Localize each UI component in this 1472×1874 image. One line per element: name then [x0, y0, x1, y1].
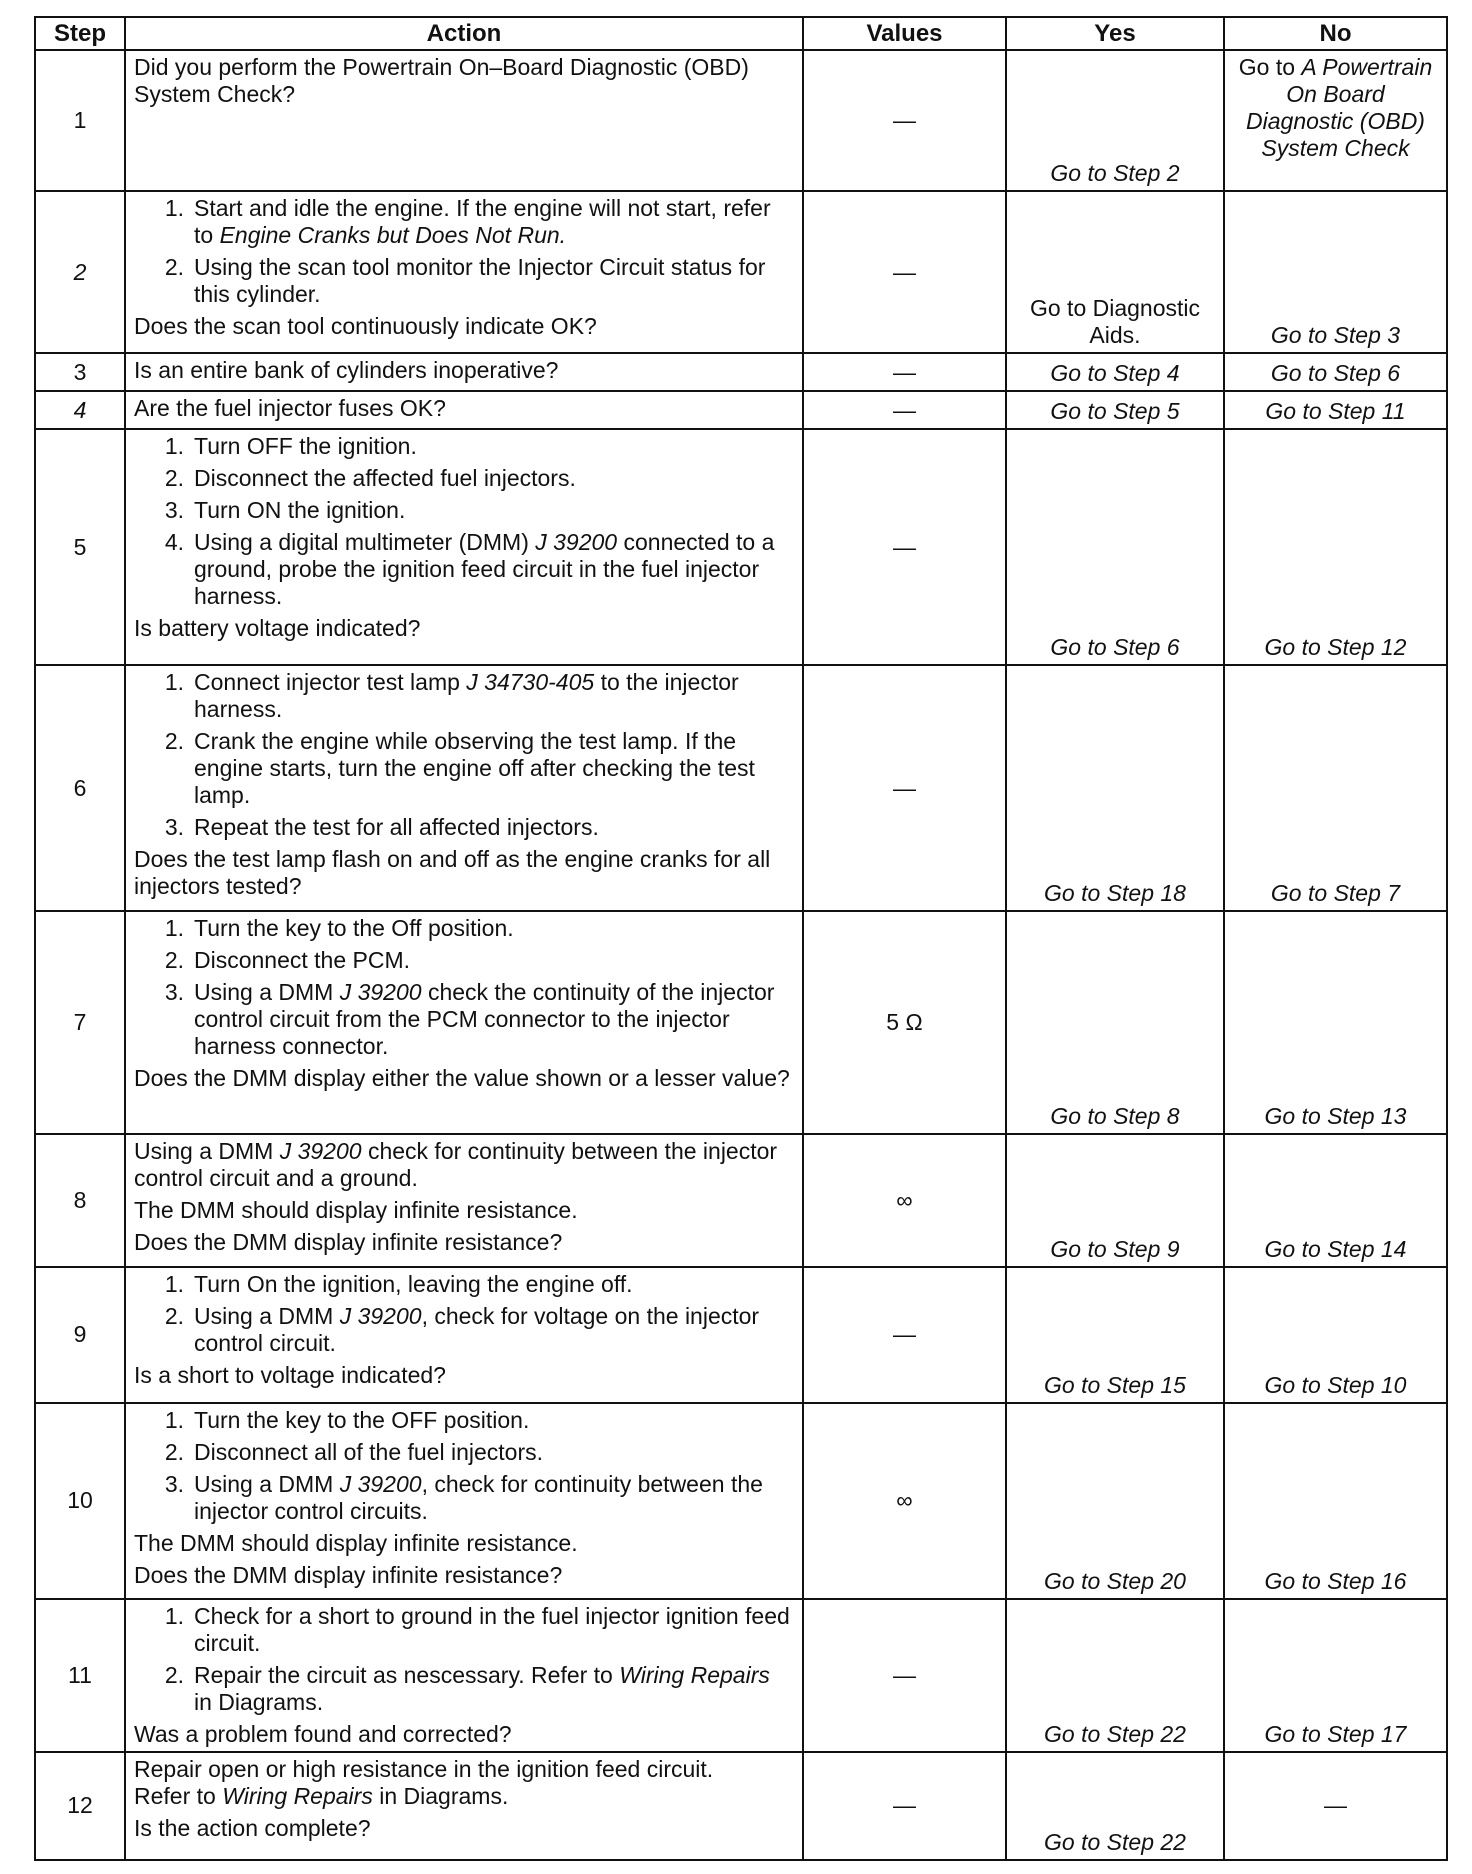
table-row: [35, 391, 1447, 429]
value-cell: —: [803, 191, 1006, 353]
value-cell: —: [803, 1599, 1006, 1752]
action-cell: [125, 1752, 803, 1860]
action-question: Does the DMM display either the value shown or a lesser value?: [134, 1065, 790, 1092]
no-cell: Go to Step 3: [1224, 191, 1447, 353]
list-item: 2. Using the scan tool monitor the Injector Circuit status for this cylinder.: [164, 254, 766, 308]
no-cell: Go to Step 6: [1224, 353, 1447, 391]
action-question: Is battery voltage indicated?: [134, 615, 421, 642]
step-number: 12: [35, 1752, 125, 1860]
action-list: [134, 195, 794, 308]
no-cell: Go to Step 13: [1224, 911, 1447, 1133]
action-list: [134, 1603, 794, 1716]
action-question: Does the scan tool continuously indicate OK?: [134, 313, 597, 340]
list-item: 3. Turn ON the ignition.: [164, 497, 406, 524]
action-list: [134, 433, 794, 610]
step-number: 10: [35, 1403, 125, 1599]
header-values: Values: [803, 17, 1006, 50]
list-item: 1. Connect injector test lamp J 34730-405 to the injector harness.: [164, 669, 739, 723]
yes-cell: Go to Step 15: [1006, 1267, 1224, 1403]
header-row: [35, 17, 1447, 50]
table-row: [35, 429, 1447, 665]
table-row: [35, 911, 1447, 1133]
list-item: 1. Turn the key to the Off position.: [164, 915, 514, 942]
action-text: Is an entire bank of cylinders inoperative?: [134, 357, 559, 384]
no-cell: Go to Step 17: [1224, 1599, 1447, 1752]
value-cell: —: [803, 50, 1006, 191]
list-item: 1. Check for a short to ground in the fuel injector ignition feed circuit.: [164, 1602, 790, 1656]
no-cell: Go to Step 10: [1224, 1267, 1447, 1403]
step-number: 8: [35, 1134, 125, 1267]
action-cell: [125, 353, 803, 391]
list-item: 1. Turn On the ignition, leaving the engine off.: [164, 1270, 633, 1297]
list-item: 1. Start and idle the engine. If the engine will not start, refer to Engine Cranks but Does Not Run.: [164, 195, 771, 249]
action-cell: [125, 391, 803, 429]
list-item: 2. Disconnect all of the fuel injectors.: [164, 1438, 544, 1465]
action-note: The DMM should display infinite resistance.: [134, 1529, 578, 1556]
yes-cell: Go to Step 22: [1006, 1752, 1224, 1860]
action-question: Was a problem found and corrected?: [134, 1720, 512, 1747]
step-number: 7: [35, 911, 125, 1133]
table-row: [35, 1403, 1447, 1599]
table-row: [35, 1134, 1447, 1267]
yes-cell: Go to Step 4: [1006, 353, 1224, 391]
action-cell: [125, 665, 803, 911]
step-number: 9: [35, 1267, 125, 1403]
action-cell: [125, 911, 803, 1133]
value-cell: ∞: [803, 1134, 1006, 1267]
value-cell: ∞: [803, 1403, 1006, 1599]
step-number: 3: [35, 353, 125, 391]
header-yes: Yes: [1006, 17, 1224, 50]
action-question: Does the test lamp flash on and off as the engine cranks for all injectors tested?: [134, 846, 771, 900]
action-question: Does the DMM display infinite resistance?: [134, 1228, 563, 1255]
yes-cell: Go to Step 22: [1006, 1599, 1224, 1752]
no-cell: Go to Step 14: [1224, 1134, 1447, 1267]
step-number: 5: [35, 429, 125, 665]
value-cell: —: [803, 1752, 1006, 1860]
no-cell: [1224, 50, 1447, 191]
yes-cell: Go to Step 8: [1006, 911, 1224, 1133]
action-list: [134, 915, 794, 1060]
action-list: [134, 669, 794, 841]
step-number: 4: [35, 391, 125, 429]
list-item: 3. Using a DMM J 39200 check the continuity of the injector control circuit from the PCM connector to the injector harness connector.: [164, 979, 775, 1060]
list-item: 2. Disconnect the PCM.: [164, 947, 411, 974]
action-text: Did you perform the Powertrain On–Board Diagnostic (OBD) System Check?: [134, 54, 749, 107]
list-item: 1. Turn the key to the OFF position.: [164, 1406, 530, 1433]
step-number: 11: [35, 1599, 125, 1752]
action-cell: [125, 1267, 803, 1403]
list-item: 3. Using a DMM J 39200, check for continuity between the injector control circuits.: [164, 1470, 763, 1524]
list-item: 2. Crank the engine while observing the test lamp. If the engine starts, turn the engine off after checking the test lamp.: [164, 728, 755, 809]
value-cell: —: [803, 391, 1006, 429]
table-row: [35, 50, 1447, 191]
value-cell: —: [803, 1267, 1006, 1403]
yes-cell: Go to Step 6: [1006, 429, 1224, 665]
yes-cell: Go to Step 9: [1006, 1134, 1224, 1267]
value-cell: —: [803, 353, 1006, 391]
action-cell: [125, 50, 803, 191]
action-question: Is the action complete?: [134, 1814, 371, 1841]
action-list: [134, 1271, 794, 1357]
value-cell: —: [803, 429, 1006, 665]
table-row: [35, 1752, 1447, 1860]
value-cell: —: [803, 665, 1006, 911]
table-row: [35, 1267, 1447, 1403]
yes-cell: Go to Step 20: [1006, 1403, 1224, 1599]
action-note: The DMM should display infinite resistance.: [134, 1196, 578, 1223]
step-number: 6: [35, 665, 125, 911]
table-row: [35, 1599, 1447, 1752]
action-question: Does the DMM display infinite resistance?: [134, 1561, 563, 1588]
action-text: Are the fuel injector fuses OK?: [134, 395, 446, 422]
diagnostic-table: [34, 16, 1448, 1861]
action-cell: [125, 1599, 803, 1752]
no-cell: Go to Step 12: [1224, 429, 1447, 665]
value-cell: 5 Ω: [803, 911, 1006, 1133]
header-no: No: [1224, 17, 1447, 50]
action-cell: [125, 1134, 803, 1267]
action-text: Repair open or high resistance in the ignition feed circuit. Refer to Wiring Repairs in Diagrams.: [134, 1755, 714, 1809]
list-item: 1. Turn OFF the ignition.: [164, 433, 417, 460]
action-text: Using a DMM J 39200 check for continuity between the injector control circuit and a ground.: [134, 1137, 778, 1191]
list-item: 2. Repair the circuit as nescessary. Refer to Wiring Repairs in Diagrams.: [164, 1661, 770, 1715]
no-cell: Go to Step 16: [1224, 1403, 1447, 1599]
list-item: 2. Using a DMM J 39200, check for voltage on the injector control circuit.: [164, 1302, 760, 1356]
no-prefix: Go to: [1238, 54, 1302, 80]
step-number: 1: [35, 50, 125, 191]
action-list: [134, 1407, 794, 1525]
table-row: [35, 353, 1447, 391]
list-item: 3. Repeat the test for all affected injectors.: [164, 814, 599, 841]
yes-cell: Go to Step 5: [1006, 391, 1224, 429]
action-cell: [125, 191, 803, 353]
action-question: Is a short to voltage indicated?: [134, 1361, 446, 1388]
table-row: [35, 191, 1447, 353]
action-cell: [125, 1403, 803, 1599]
yes-cell: Go to Diagnostic Aids.: [1006, 191, 1224, 353]
yes-cell: Go to Step 18: [1006, 665, 1224, 911]
no-cell: Go to Step 7: [1224, 665, 1447, 911]
header-step: Step: [35, 17, 125, 50]
action-cell: [125, 429, 803, 665]
no-cell: —: [1224, 1752, 1447, 1860]
yes-cell: Go to Step 2: [1006, 50, 1224, 191]
list-item: 2. Disconnect the affected fuel injectors.: [164, 465, 576, 492]
step-number: 2: [35, 191, 125, 353]
list-item: 4. Using a digital multimeter (DMM) J 39200 connected to a ground, probe the ignition feed circuit in the fuel injector harness.: [164, 529, 775, 610]
no-cell: Go to Step 11: [1224, 391, 1447, 429]
header-action: Action: [125, 17, 803, 50]
no-reference: A Powertrain On Board Diagnostic (OBD) System Check: [1246, 54, 1433, 161]
table-row: [35, 665, 1447, 911]
